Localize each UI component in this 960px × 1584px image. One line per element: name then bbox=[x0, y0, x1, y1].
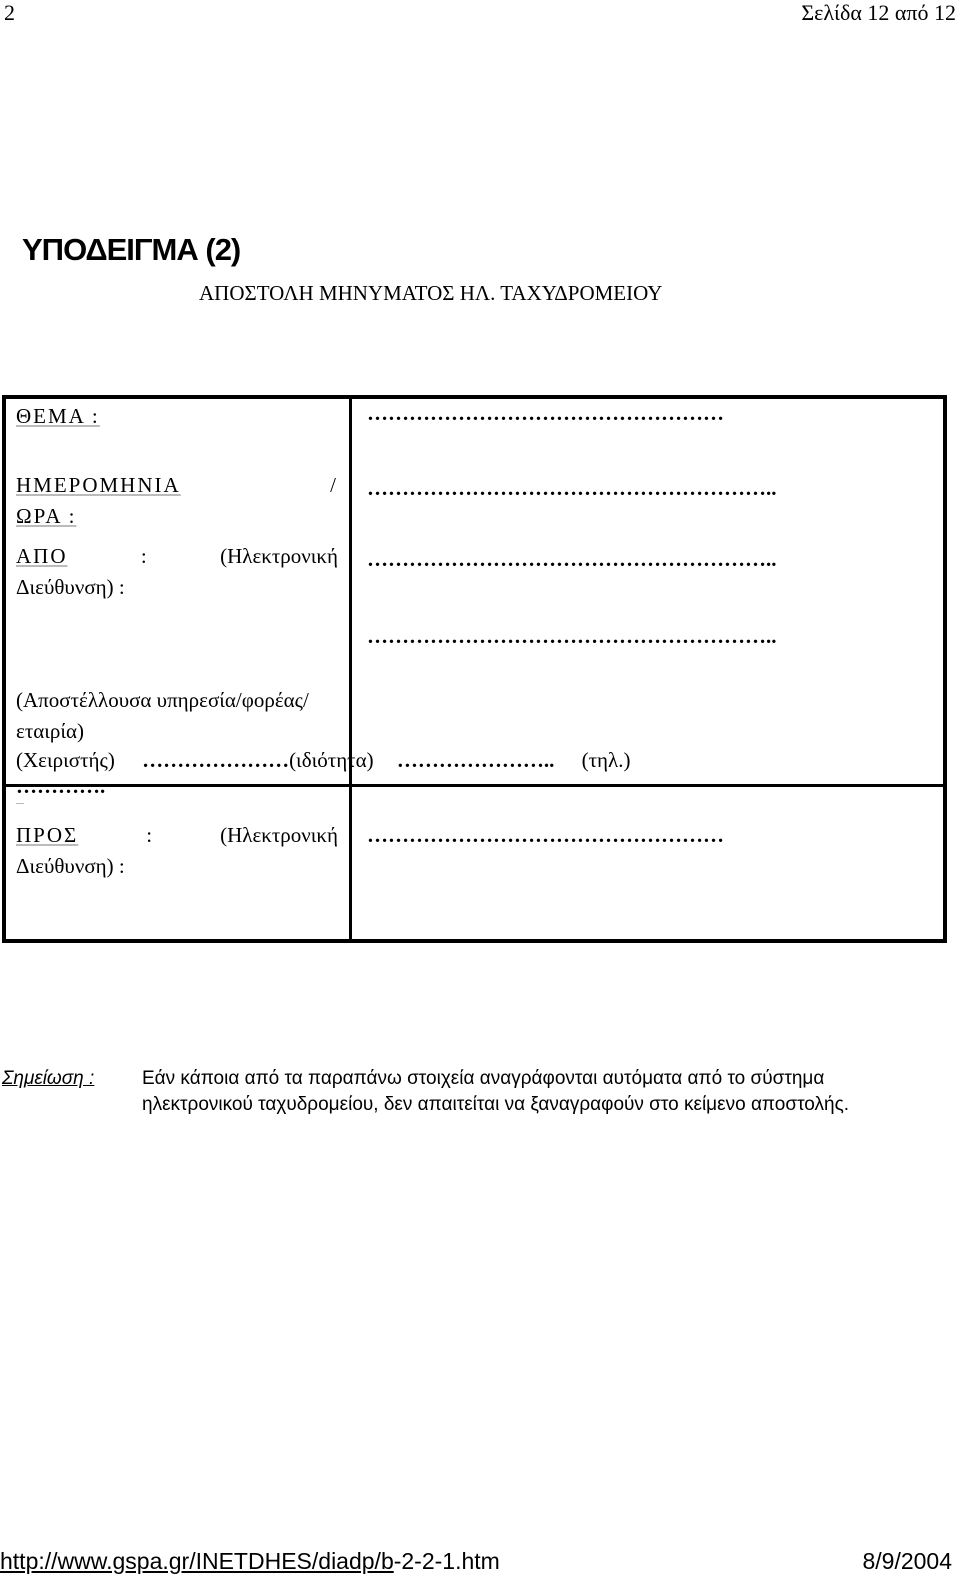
from-label-word: ΑΠΟ bbox=[16, 544, 68, 568]
handler-label: (Χειριστής) bbox=[16, 748, 115, 772]
form-column-divider-lower bbox=[349, 787, 352, 943]
date-slash: / bbox=[330, 473, 338, 497]
note-text-line-1: Εάν κάποια από τα παραπάνω στοιχεία αναγράφονται αυτόματα από το σύστημα bbox=[142, 1068, 825, 1089]
footer-url-rest: -2-2-1.htm bbox=[393, 1548, 500, 1574]
from-label-electronic: (Ηλεκτρονική bbox=[220, 544, 338, 568]
subject-field[interactable]: …………………………………………… bbox=[367, 401, 724, 425]
footer-url-link[interactable]: http://www.gspa.gr/INETDHES/diadp/b bbox=[0, 1548, 394, 1574]
time-label: ΩΡΑ : bbox=[16, 504, 77, 528]
role-field[interactable]: ………………….. bbox=[396, 748, 555, 772]
footer-date: 8/9/2004 bbox=[862, 1548, 952, 1574]
from-label bbox=[16, 541, 338, 603]
from-label-colon: : bbox=[140, 544, 147, 568]
from-address-field[interactable]: ………………………………………………….. bbox=[367, 547, 777, 571]
to-label-colon: : bbox=[146, 823, 153, 847]
to-label bbox=[16, 820, 338, 882]
phone-field[interactable]: …………. bbox=[16, 774, 106, 798]
note-label: Σημείωση : bbox=[2, 1068, 95, 1089]
from-label-address: Διεύθυνση) : bbox=[16, 575, 125, 599]
underline-mark bbox=[16, 803, 24, 804]
date-time-label bbox=[16, 470, 338, 532]
to-address-field[interactable]: …………………………………………… bbox=[367, 823, 724, 847]
subject-label: ΘΕΜΑ : bbox=[16, 404, 100, 428]
date-label: ΗΜΕΡΟΜΗΝΙΑ bbox=[16, 473, 181, 497]
date-time-field[interactable]: ………………………………………………….. bbox=[367, 476, 777, 500]
phone-label: (τηλ.) bbox=[581, 748, 631, 772]
handler-field[interactable]: ………………… bbox=[142, 748, 290, 772]
page-counter: Σελίδα 12 από 12 bbox=[801, 0, 956, 25]
page-number: 2 bbox=[4, 0, 15, 25]
form-row-divider bbox=[2, 784, 947, 787]
document-subtitle: ΑΠΟΣΤΟΛΗ ΜΗΝΥΜΑΤΟΣ ΗΛ. ΤΑΧΥΔΡΟΜΕΙΟΥ bbox=[199, 281, 663, 305]
contact-line bbox=[16, 748, 938, 773]
role-label: (ιδιότητα) bbox=[289, 748, 374, 772]
to-label-word: ΠΡΟΣ bbox=[16, 823, 79, 847]
to-label-address: Διεύθυνση) : bbox=[16, 854, 125, 878]
from-address-field-2[interactable]: ………………………………………………….. bbox=[367, 624, 777, 648]
sender-service-label: (Αποστέλλουσα υπηρεσία/φορέας/εταιρία) bbox=[16, 688, 309, 743]
note-text-line-2: ηλεκτρονικού ταχυδρομείου, δεν απαιτείται να ξαναγραφούν στο κείμενο αποστολής. bbox=[142, 1094, 850, 1115]
form-column-divider bbox=[349, 398, 352, 784]
document-title: ΥΠΟΔΕΙΓΜΑ (2) bbox=[22, 232, 241, 267]
footer-url[interactable] bbox=[0, 1548, 500, 1575]
to-label-electronic: (Ηλεκτρονική bbox=[220, 823, 338, 847]
